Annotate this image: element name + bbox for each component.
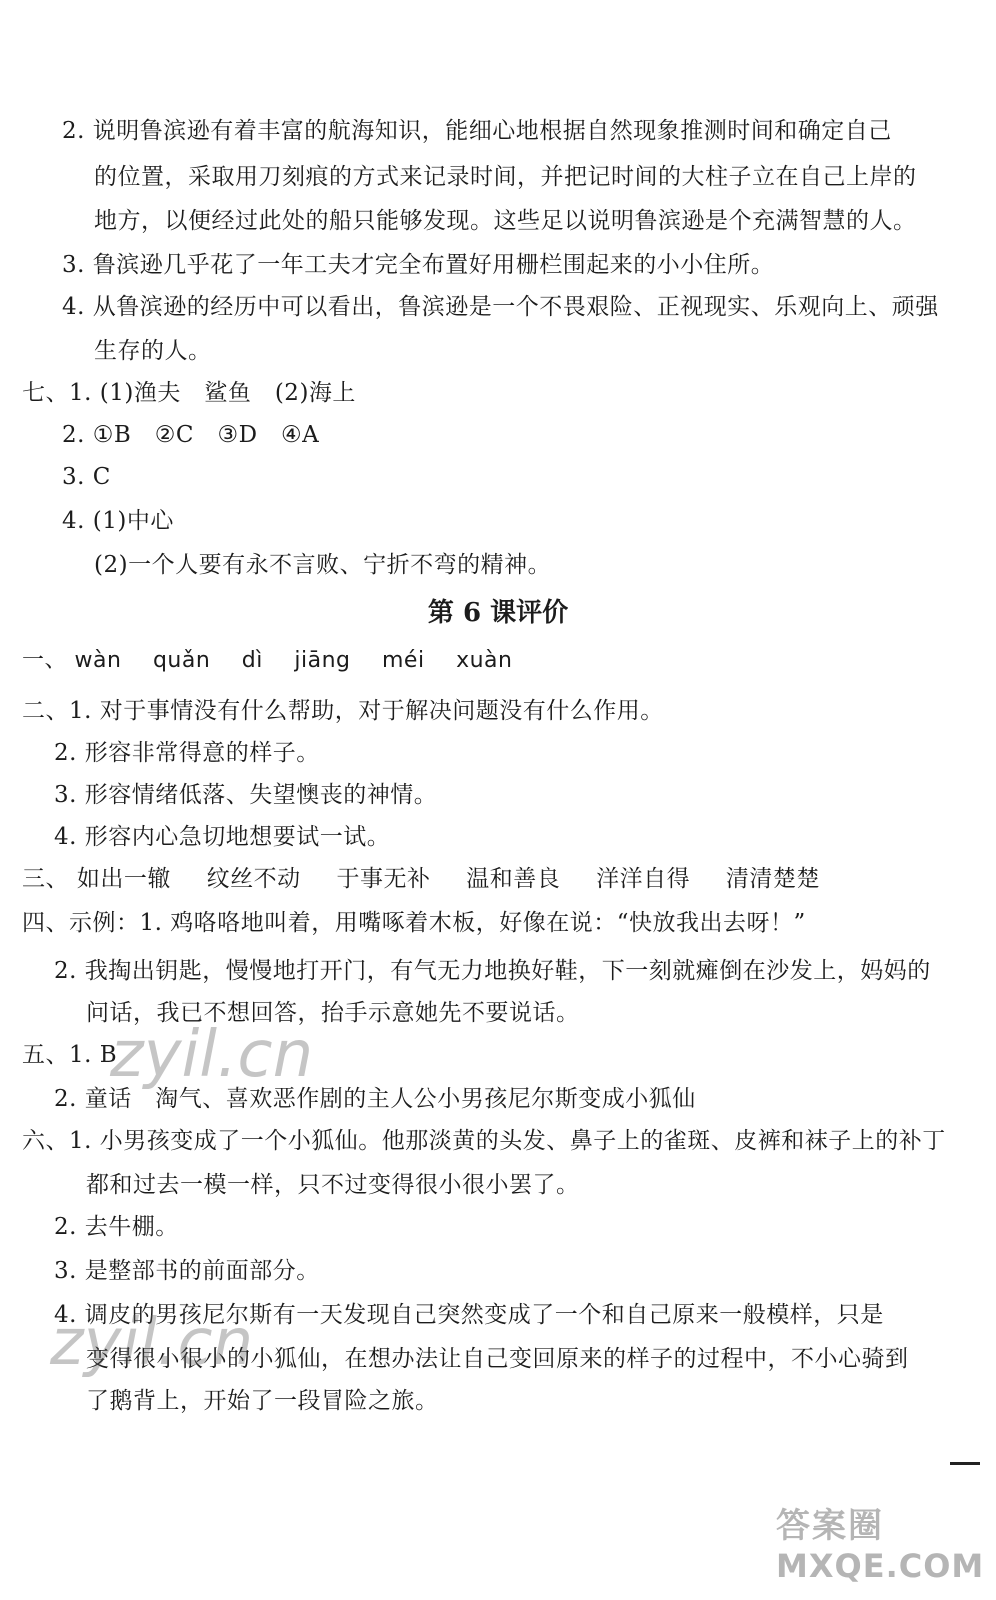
answer-line: 3. 是整部书的前面部分。 bbox=[54, 1258, 320, 1284]
answer-line: 二、1. 对于事情没有什么帮助，对于解决问题没有什么作用。 bbox=[22, 698, 664, 724]
answer-line: (2)一个人要有永不言败、宁折不弯的精神。 bbox=[94, 552, 552, 578]
watermark-stamp-url: MXQE.COM bbox=[776, 1547, 985, 1585]
answer-line: 3. 形容情绪低落、失望懊丧的神情。 bbox=[54, 782, 438, 808]
answer-line: 2. 去牛棚。 bbox=[54, 1214, 179, 1240]
answer-line: 3. 鲁滨逊几乎花了一年工夫才完全布置好用栅栏围起来的小小住所。 bbox=[62, 252, 775, 278]
answer-line: 六、1. 小男孩变成了一个小狐仙。他那淡黄的头发、鼻子上的雀斑、皮裤和袜子上的补丁 bbox=[22, 1128, 946, 1154]
pinyin-word: méi bbox=[381, 648, 425, 673]
answer-line: 2. 我掏出钥匙，慢慢地打开门，有气无力地换好鞋，下一刻就瘫倒在沙发上，妈妈的 bbox=[54, 958, 931, 984]
section-title: 第 6 课评价 bbox=[427, 598, 569, 628]
idiom-item: 于事无补 bbox=[336, 866, 431, 892]
idiom-item: 如出一辙 bbox=[76, 866, 171, 892]
pinyin-word: dì bbox=[241, 648, 263, 673]
answer-line: 生存的人。 bbox=[94, 338, 212, 364]
idiom-item: 清清楚楚 bbox=[725, 866, 820, 892]
answer-line: 2. 形容非常得意的样子。 bbox=[54, 740, 320, 766]
answer-line: 4. 调皮的男孩尼尔斯有一天发现自己突然变成了一个和自己原来一般模样，只是 bbox=[54, 1302, 884, 1328]
answer-line: 3. C bbox=[62, 464, 111, 490]
pinyin-word: xuàn bbox=[456, 648, 513, 673]
answer-line: 4. 形容内心急切地想要试一试。 bbox=[54, 824, 391, 850]
idiom-answer-row bbox=[22, 864, 848, 894]
idiom-item: 温和善良 bbox=[466, 866, 561, 892]
answer-line: 了鹅背上，开始了一段冒险之旅。 bbox=[86, 1388, 439, 1414]
answer-line: 的位置，采取用刀刻痕的方式来记录时间，并把记时间的大柱子立在自己上岸的 bbox=[94, 164, 917, 190]
pinyin-word: quǎn bbox=[152, 648, 211, 673]
watermark-text: zyil.cn bbox=[50, 1306, 254, 1380]
answer-line: 七、1. (1)渔夫 鲨鱼 (2)海上 bbox=[22, 380, 356, 406]
question-label: 三、 bbox=[22, 866, 69, 892]
answer-line: 变得很小很小的小狐仙，在想办法让自己变回原来的样子的过程中，不小心骑到 bbox=[86, 1346, 909, 1372]
watermark-stamp-title: 答案圈 bbox=[776, 1506, 884, 1546]
answer-line: 4. 从鲁滨逊的经历中可以看出，鲁滨逊是一个不畏艰险、正视现实、乐观向上、顽强 bbox=[62, 294, 939, 320]
idiom-item: 纹丝不动 bbox=[206, 866, 301, 892]
answer-line: 四、示例：1. 鸡咯咯地叫着，用嘴啄着木板，好像在说：“快放我出去呀！” bbox=[22, 910, 806, 936]
pinyin-answer-row bbox=[22, 646, 536, 676]
pinyin-word: wàn bbox=[74, 648, 122, 673]
question-label: 一、 bbox=[22, 648, 68, 673]
answer-line: 五、1. B bbox=[22, 1042, 118, 1068]
answer-line: 2. ①B ②C ③D ④A bbox=[62, 422, 320, 448]
answer-line: 2. 说明鲁滨逊有着丰富的航海知识，能细心地根据自然现象推测时间和确定自己 bbox=[62, 118, 892, 144]
page-number-dash bbox=[950, 1462, 980, 1465]
pinyin-word: jiāng bbox=[294, 648, 351, 673]
answer-line: 问话，我已不想回答，抬手示意她先不要说话。 bbox=[86, 1000, 580, 1026]
watermark-stamp-logo bbox=[776, 1498, 986, 1594]
answer-line: 地方，以便经过此处的船只能够发现。这些足以说明鲁滨逊是个充满智慧的人。 bbox=[94, 208, 917, 234]
watermark-text: zyil.cn bbox=[110, 1018, 314, 1092]
answer-line: 4. (1)中心 bbox=[62, 508, 174, 534]
answer-line: 都和过去一模一样，只不过变得很小很小罢了。 bbox=[86, 1172, 580, 1198]
idiom-item: 洋洋自得 bbox=[596, 866, 691, 892]
answer-line: 2. 童话 淘气、喜欢恶作剧的主人公小男孩尼尔斯变成小狐仙 bbox=[54, 1086, 696, 1112]
